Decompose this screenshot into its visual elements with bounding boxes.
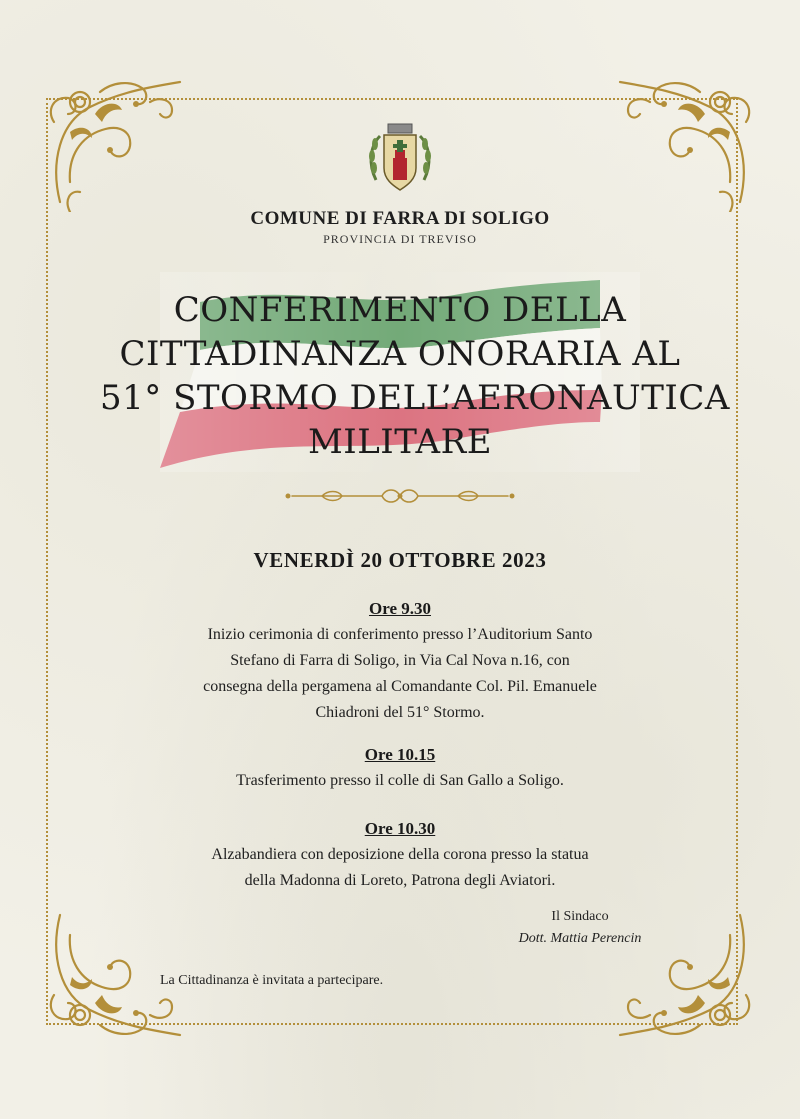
corner-ornament-top-right [610, 62, 760, 212]
program-line: Trasferimento presso il colle di San Gallo a Soligo. [236, 772, 564, 789]
title-line-3: 51° STORMO DELL’AERONAUTICA [100, 378, 730, 418]
title-line-1: CONFERIMENTO DELLA [173, 290, 627, 330]
program-line: Chiadroni del 51° Stormo. [315, 704, 485, 721]
program-line: della Madonna di Loreto, Patrona degli Aviatori. [244, 872, 556, 889]
provincia-name: PROVINCIA DI TREVISO [323, 232, 477, 246]
program-item-2 [120, 742, 680, 794]
program-line: consegna della pergamena al Comandante Col. Pil. Emanuele [203, 678, 597, 695]
program-line: Inizio cerimonia di conferimento presso l’Auditorium Santo [207, 626, 593, 643]
municipal-crest-icon [366, 120, 434, 198]
program-time: Ore 9.30 [368, 599, 431, 618]
comune-name: COMUNE DI FARRA DI SOLIGO [250, 208, 550, 229]
program-item-3 [120, 816, 680, 894]
program-time: Ore 10.30 [364, 819, 436, 838]
program-line: Stefano di Farra di Soligo, in Via Cal Nova n.16, con [230, 652, 570, 669]
program-time: Ore 10.15 [364, 745, 436, 764]
signature-block [480, 906, 680, 950]
signature-name: Dott. Mattia Perencin [518, 931, 642, 946]
title-line-2: CITTADINANZA ONORARIA AL [119, 334, 681, 374]
program-line: Alzabandiera con deposizione della corona presso la statua [211, 846, 589, 863]
signature-role: Il Sindaco [551, 909, 609, 924]
program-item-1 [120, 596, 680, 726]
divider-ornament [282, 486, 518, 506]
municipal-crest [366, 120, 434, 198]
event-title [100, 288, 730, 464]
corner-ornament-top-left [40, 62, 190, 212]
invitation-text: La Cittadinanza è invitata a partecipare. [160, 973, 384, 988]
floral-corner-icon [40, 62, 190, 212]
floral-corner-icon [610, 62, 760, 212]
event-date: VENERDÌ 20 OTTOBRE 2023 [253, 548, 547, 572]
scroll-divider-icon [282, 486, 518, 506]
title-line-4: MILITARE [307, 422, 493, 462]
